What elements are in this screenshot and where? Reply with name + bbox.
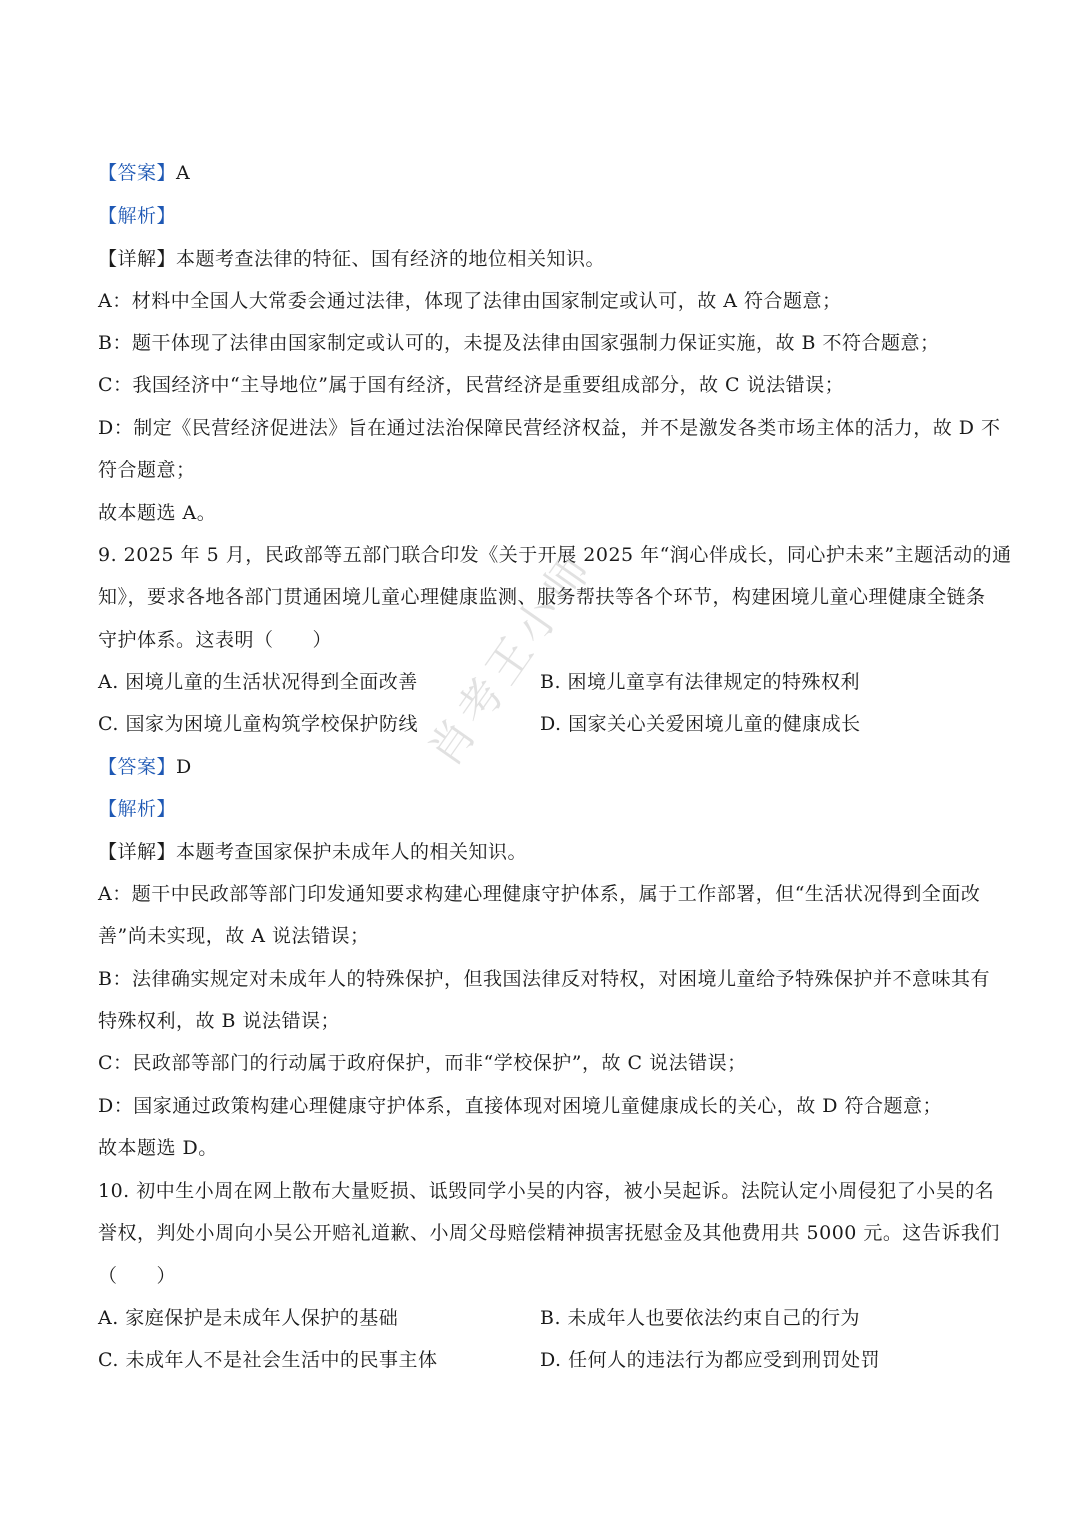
answer-label: 【答案】 (98, 162, 177, 184)
detail-text: 本题考查法律的特征、国有经济的地位相关知识。 (176, 248, 606, 270)
analysis-label: 【解析】 (98, 205, 177, 227)
explanation-line: 善”尚未实现，故 A 说法错误； (98, 925, 370, 947)
analysis-label: 【解析】 (98, 798, 177, 820)
question-10-text: 10. 初中生小周在网上散布大量贬损、诋毁同学小吴的内容，被小吴起诉。法院认定小周侵犯了小吴的名 (98, 1180, 995, 1202)
answer-value: A (176, 162, 191, 184)
question-9-text: 9. 2025 年 5 月，民政部等五部门联合印发《关于开展 2025 年“润心伴成长，同心护未来”主题活动的通 (98, 544, 1012, 566)
detail-line (98, 247, 605, 271)
detail-label: 【详解】 (98, 248, 177, 270)
question-10-text: 誉权，判处小周向小吴公开赔礼道歉、小周父母赔偿精神损害抚慰金及其他费用共 5000 元。这告诉我们 (98, 1222, 1000, 1244)
detail-label: 【详解】 (98, 841, 177, 863)
explanation-line: B：题干体现了法律由国家制定或认可的，未提及法律由国家强制力保证实施，故 B 不符合题意； (98, 332, 940, 354)
question-10-option-b: B. 未成年人也要依法约束自己的行为 (540, 1307, 861, 1329)
explanation-line: A：题干中民政部等部门印发通知要求构建心理健康守护体系，属于工作部署，但“生活状况得到全面改 (98, 883, 981, 905)
explanation-line: C：我国经济中“主导地位”属于国有经济，民营经济是重要组成部分，故 C 说法错误； (98, 374, 845, 396)
question-9-option-b: B. 困境儿童享有法律规定的特殊权利 (540, 671, 861, 693)
explanation-line: B：法律确实规定对未成年人的特殊保护，但我国法律反对特权，对困境儿童给予特殊保护并不意味其有 (98, 968, 990, 990)
explanation-line: A：材料中全国人大常委会通过法律，体现了法律由国家制定或认可，故 A 符合题意； (98, 290, 842, 312)
explanation-line: D：国家通过政策构建心理健康守护体系，直接体现对困境儿童健康成长的关心，故 D 符合题意； (98, 1095, 943, 1117)
answer-label: 【答案】 (98, 756, 177, 778)
explanation-line: 特殊权利，故 B 说法错误； (98, 1010, 341, 1032)
explanation-line: 符合题意； (98, 459, 196, 481)
question-10-option-a: A. 家庭保护是未成年人保护的基础 (98, 1307, 399, 1329)
question-9-option-c: C. 国家为困境儿童构筑学校保护防线 (98, 713, 418, 735)
answer-line (98, 755, 192, 779)
question-9-text: 知》，要求各地各部门贯通困境儿童心理健康监测、服务帮扶等各个环节，构建困境儿童心理健康全链条 (98, 586, 986, 608)
question-9-option-a: A. 困境儿童的生活状况得到全面改善 (98, 671, 418, 693)
answer-line (98, 161, 190, 185)
explanation-line: C：民政部等部门的行动属于政府保护，而非“学校保护”，故 C 说法错误； (98, 1052, 747, 1074)
question-10-option-d: D. 任何人的违法行为都应受到刑罚处罚 (540, 1349, 881, 1371)
conclusion-line: 故本题选 D。 (98, 1137, 218, 1159)
explanation-line: D：制定《民营经济促进法》旨在通过法治保障民营经济权益，并不是激发各类市场主体的活力，故 D 不 (98, 417, 1001, 439)
answer-value: D (176, 756, 192, 778)
question-10-text: （ ） (98, 1265, 177, 1287)
detail-line (98, 840, 527, 864)
analysis-line (98, 797, 176, 821)
detail-text: 本题考查国家保护未成年人的相关知识。 (176, 841, 528, 863)
watermark: 肖考王小师 (419, 541, 605, 776)
analysis-line (98, 204, 176, 228)
question-9-option-d: D. 国家关心关爱困境儿童的健康成长 (540, 713, 861, 735)
question-10-option-c: C. 未成年人不是社会生活中的民事主体 (98, 1349, 438, 1371)
question-9-text: 守护体系。这表明（ ） (98, 629, 333, 651)
conclusion-line: 故本题选 A。 (98, 502, 217, 524)
